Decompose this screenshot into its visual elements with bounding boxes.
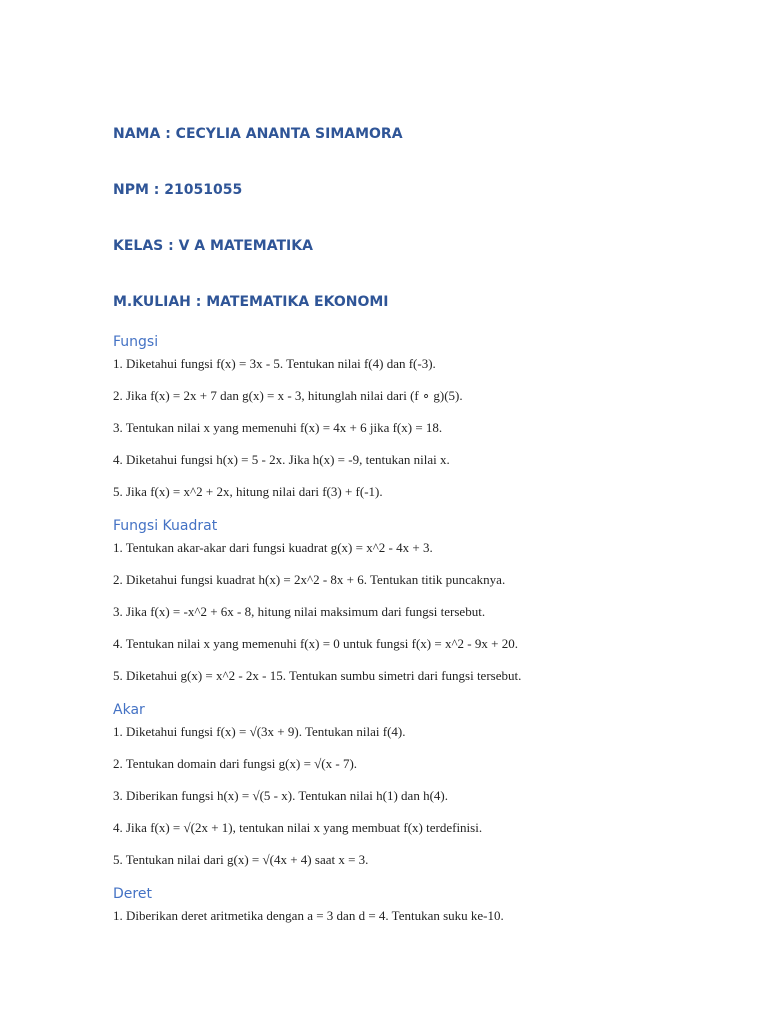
- question-item: 5. Tentukan nilai dari g(x) = √(4x + 4) saat x = 3.: [113, 852, 369, 867]
- student-name: NAMA : CECYLIA ANANTA SIMAMORA: [113, 126, 403, 142]
- question-item: 1. Diketahui fungsi f(x) = 3x - 5. Tentukan nilai f(4) dan f(-3).: [113, 356, 436, 371]
- question-item: 4. Tentukan nilai x yang memenuhi f(x) = 0 untuk fungsi f(x) = x^2 - 9x + 20.: [113, 636, 518, 651]
- section-fungsi-kuadrat: [113, 516, 733, 700]
- question-item: 1. Diketahui fungsi f(x) = √(3x + 9). Tentukan nilai f(4).: [113, 724, 406, 739]
- question-item: 1. Tentukan akar-akar dari fungsi kuadrat g(x) = x^2 - 4x + 3.: [113, 540, 433, 555]
- question-item: 2. Jika f(x) = 2x + 7 dan g(x) = x - 3, hitunglah nilai dari (f ∘ g)(5).: [113, 388, 463, 403]
- question-item: 4. Diketahui fungsi h(x) = 5 - 2x. Jika h(x) = -9, tentukan nilai x.: [113, 452, 450, 467]
- section-fungsi: [113, 332, 733, 516]
- section-akar: [113, 700, 733, 884]
- course-name: M.KULIAH : MATEMATIKA EKONOMI: [113, 294, 389, 310]
- question-item: 5. Diketahui g(x) = x^2 - 2x - 15. Tentukan sumbu simetri dari fungsi tersebut.: [113, 668, 522, 683]
- question-item: 4. Jika f(x) = √(2x + 1), tentukan nilai x yang membuat f(x) terdefinisi.: [113, 820, 483, 835]
- question-item: 2. Tentukan domain dari fungsi g(x) = √(x - 7).: [113, 756, 358, 771]
- section-title: Fungsi: [113, 334, 159, 350]
- section-title: Akar: [113, 702, 145, 718]
- section-title: Fungsi Kuadrat: [113, 518, 218, 534]
- question-item: 3. Jika f(x) = -x^2 + 6x - 8, hitung nilai maksimum dari fungsi tersebut.: [113, 604, 486, 619]
- student-class: KELAS : V A MATEMATIKA: [113, 238, 313, 254]
- question-item: 2. Diketahui fungsi kuadrat h(x) = 2x^2 - 8x + 6. Tentukan titik puncaknya.: [113, 572, 506, 587]
- section-deret: [113, 884, 733, 940]
- section-title: Deret: [113, 886, 152, 902]
- question-item: 5. Jika f(x) = x^2 + 2x, hitung nilai dari f(3) + f(-1).: [113, 484, 383, 499]
- question-item: 1. Diberikan deret aritmetika dengan a = 3 dan d = 4. Tentukan suku ke-10.: [113, 908, 504, 923]
- student-npm: NPM : 21051055: [113, 182, 243, 198]
- question-item: 3. Diberikan fungsi h(x) = √(5 - x). Tentukan nilai h(1) dan h(4).: [113, 788, 448, 803]
- question-item: 3. Tentukan nilai x yang memenuhi f(x) = 4x + 6 jika f(x) = 18.: [113, 420, 443, 435]
